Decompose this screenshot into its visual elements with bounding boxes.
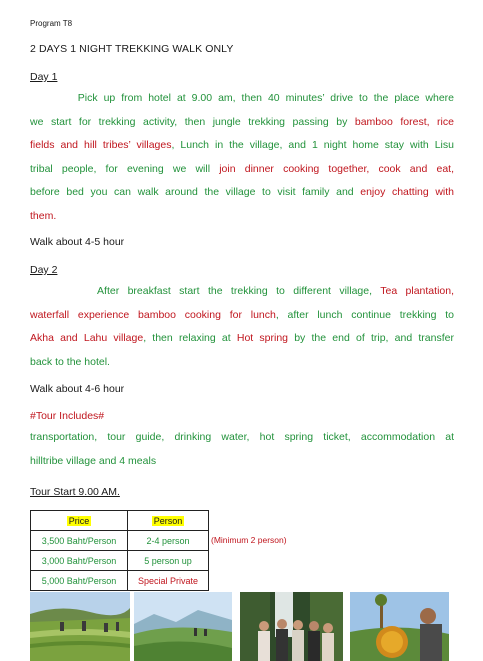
price-cell: 3,500 Baht/Person (31, 531, 128, 551)
text-line (30, 426, 454, 450)
highlighted-text: enjoy chatting with (360, 186, 454, 199)
highlighted-text: fields and hill tribes’ villages (30, 139, 172, 152)
table-row (31, 551, 209, 571)
text-line (30, 181, 454, 205)
price-table (30, 510, 209, 591)
text-line (30, 205, 454, 229)
price-cell: 3,000 Baht/Person (31, 551, 128, 571)
day1-heading: Day 1 (30, 71, 58, 83)
body-text: transportation, tour guide, drinking water, hot spring ticket, accommodation at (30, 431, 454, 443)
group-waterfall-photo (240, 592, 343, 661)
body-text: , then relaxing at (143, 332, 237, 345)
table-row (31, 571, 209, 591)
body-text: tribal people, for evening we will (30, 162, 220, 175)
price-header: Price (68, 515, 90, 526)
day2-walk-duration: Walk about 4-6 hour (30, 383, 125, 395)
body-text: Pick up from hotel at 9.00 am, then 40 minutes’ drive to the place where (30, 92, 454, 104)
text-line (30, 280, 454, 304)
tour-includes-heading: #Tour Includes# (30, 410, 105, 422)
body-text: back to the hotel. (30, 355, 110, 368)
text-line (30, 111, 454, 135)
text-line (30, 327, 454, 351)
table-header-cell (128, 511, 209, 531)
highlighted-text: Tea plantation, (380, 285, 454, 297)
minimum-note: (Minimum 2 person) (211, 535, 287, 545)
day2-description (30, 280, 454, 374)
highlighted-text: bamboo forest, rice (354, 115, 454, 128)
body-text: hilltribe village and 4 meals (30, 454, 157, 467)
rice-field-photo (30, 592, 130, 661)
highlighted-text: join dinner cooking together, cook and eat, (219, 162, 454, 175)
mountain-view-photo (134, 592, 232, 661)
body-text: by the end of trip, and transfer (288, 332, 454, 345)
table-header-row (31, 511, 209, 531)
body-text: before bed you can walk around the village to visit family and (30, 186, 361, 199)
table-header-cell (31, 511, 128, 531)
man-with-food-photo (350, 592, 449, 661)
text-line (30, 87, 454, 111)
day1-walk-duration: Walk about 4-5 hour (30, 236, 125, 248)
day2-heading: Day 2 (30, 264, 58, 276)
person-header: Person (153, 515, 183, 526)
text-line (30, 134, 454, 158)
person-cell: 2-4 person (128, 531, 209, 551)
text-line (30, 450, 454, 474)
tour-includes-text (30, 426, 454, 473)
highlighted-text: Hot spring (236, 332, 289, 345)
person-cell: 5 person up (128, 551, 209, 571)
body-text: , Lunch in the village, and 1 night home stay with Lisu (171, 139, 454, 152)
highlighted-text: Akha and Lahu village (30, 332, 144, 345)
text-line (30, 351, 454, 375)
program-label: Program T8 (30, 19, 73, 28)
body-text: After breakfast start the trekking to different village, (30, 285, 381, 297)
tour-start-time: Tour Start 9.00 AM. (30, 486, 120, 498)
body-text: , after lunch continue trekking to (275, 308, 454, 321)
page-title: 2 DAYS 1 NIGHT TREKKING WALK ONLY (30, 43, 234, 55)
body-text: we start for trekking activity, then jungle trekking passing by (30, 115, 355, 128)
highlighted-text: waterfall experience bamboo cooking for lunch (30, 308, 276, 321)
day1-description (30, 87, 454, 229)
text-line (30, 304, 454, 328)
price-cell: 5,000 Baht/Person (31, 571, 128, 591)
table-row (31, 531, 209, 551)
person-cell: Special Private (128, 571, 209, 591)
text-line (30, 158, 454, 182)
highlighted-text: them. (30, 209, 57, 222)
